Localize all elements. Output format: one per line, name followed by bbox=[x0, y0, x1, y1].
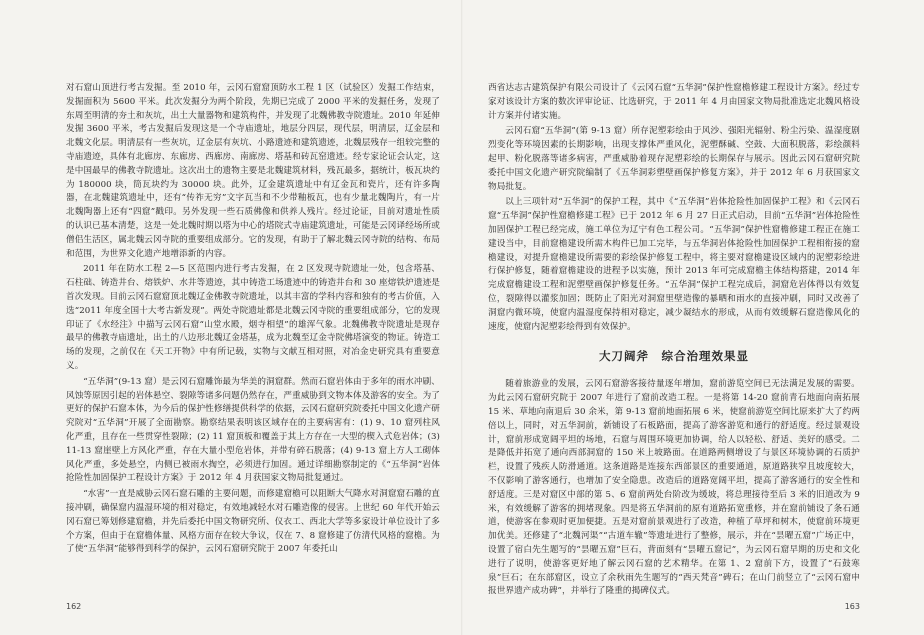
right-paragraph-2: 云冈石窟“五华洞”(第 9-13 窟）所存泥塑彩绘由于风沙、强阳光辐射、粉尘污染、温湿度剧烈变化等环境因素的长期影响，出现支撑体严重风化，泥塑酥碱、空鼓、大面积脱落，彩绘颜料起甲、粉化脱落等诸多病害，严重威胁着现存泥塑彩绘的长期保存与展示。因此云冈石窟研究院委托中国文化遗产研究院编制了《五华洞彩塑壁画保护修复方案》，并于 2012 年 6 月获国家文物局批复。 bbox=[488, 126, 860, 192]
left-paragraph-3: “五华洞”(9-13 窟）是云冈石窟雕饰最为华美的洞窟群。然而石窟岩体由于多年的雨水冲刷、风蚀等原因引起的岩体悬空、裂隙等诸多问题仍然存在，严重威胁到文物本体及游客的安全。为了更好的保护石窟本体，为今后的保护性修缮提供科学的依据，云冈石窟研究院委托中国文化遗产研究院对“五华洞”开展了全面勘察。勘察结果表明该区域存在的主要病害有：(1) 9、10 窟列柱风化严重，且存在一些贯穿性裂隙；(2) 11 窟顶板和覆盖于其上方存在一大型的楔入式危岩体；(3) 11-13 窟崖壁上方风化严重，存在大量小型危岩体，并带有碎石脱落；(4) 9-13 窟上方人工砌体风化严重，多处悬空，内侧已被雨水掏空，必须进行加固。通过详细勘察制定的《“五华洞”岩体抢险性加固保护工程设计方案》于 2012 年 4 月获国家文物局批复通过。 bbox=[66, 376, 440, 484]
left-paragraph-2: 2011 年在防水工程 2—5 区范围内进行考古发掘，在 2 区发现寺院遗址一处，包含塔基、石柱础、铸造井台、熔铁炉、水井等遗迹，其中铸造工场遗迹中的铸造井台和 30 座熔铁炉遗迹是首次发现。目前云冈石窟窟顶北魏辽金佛教寺院遗址，以其丰富的学科内容和独有的考古价值，入选“2011 年度全国十大考古新发现”。两处寺院遗址都是北魏云冈寺院的重要组成部分，它的发现印证了《水经注》中描写云冈石窟“山堂水殿，烟寺相望”的雄浑气象。北魏佛教寺院遗址是现存最早的佛教寺庙遗址，出土的八边形北魏辽金塔基，成为北魏至辽金寺院佛塔演变的物证。铸造工场的发现，之前仅在《天工开物》中有所记载，实物与文献互相对照，对冶金史研究具有重要意义。 bbox=[66, 264, 440, 371]
right-page bbox=[462, 0, 924, 635]
right-paragraph-3: 以上三项针对“五华洞”的保护工程，其中《“五华洞”岩体抢险性加固保护工程》和《云冈石窟“五华洞”保护性窟檐修建工程》已于 2012 年 6 月 27 日正式启动，目前“五华洞”岩体抢险性加固保护工程已经完成，施工单位为辽宁有色工程公司。“五华洞”保护性窟檐修建工程正在施工建设当中，目前窟檐建设所需木构件已加工完毕，与五华洞岩体抢险性加固保护工程相衔接的窟檐建设，对提升窟檐建设所需要的彩绘保护修复工程中，将主要对窟檐建设区域内的泥塑彩绘进行保护修复，随着窟檐建设的进程予以实施，预计 2013 年可完成窟檐主体结构搭建，2014 年完成窟檐建设工程和泥塑壁画保护修复任务。“五华洞”保护工程完成后，洞窟危岩体得以有效复位，裂隙得以灌浆加固；既防止了阳光对洞窟里壁造像的暴晒和雨水的直接冲刷，同时又改善了洞窟内微环境，使窟内温湿度保持相对稳定，减少凝结水的形成，从而有效缓解石窟造像风化的速度，使窟内泥塑彩绘得到有效保护。 bbox=[488, 197, 860, 332]
right-paragraph-4: 随着旅游业的发展，云冈石窟游客接待量逐年增加，窟前游览空间已无法满足发展的需要。为此云冈石窟研究院于 2007 年进行了窟前改造工程。一是将第 14-20 窟前青石地面向南拓展 15 米、草地向南退后 30 余米，第 9-13 窟前地面拓展 6 米，使窟前游览空间比原来扩大了约两倍以上，同时，对五华洞前，新铺设了石板路面，提高了游客游览和通行的舒适度。经过景观设计，窟前形成宽阔平坦的场地，石窟与周围环境更加协调，给人以轻松、舒适、美好的感受。二是降低并拓宽了通向西部洞窟的 150 米上坡路面。在道路两侧增设了与景区环境协调的石质护栏，设置了残疾人防滑通道。这条道路是连接东西部景区的重要通道，原道路狭窄且坡度较大，不仅影响了游客通行，也增加了安全隐患。改造后的道路宽阔平坦，提高了游客通行的安全性和舒适度。三是对窟区中部的第 5、6 窟前两处台阶改为缓坡，将总理接待至后 3 米的旧道改为 9 米，有效缓解了游客的拥堵现象。四是将五华洞前的原有道路拓宽重修，并在窟前铺设了条石通道，使游客在参观时更加便捷。五是对窟前景观进行了改造，种植了草坪和树木，使窟前环境更加优美。还修建了“北魏河渠”“古道车辙”等遗址进行了整修，展示，并在“昙曜五窟”广场正中，设置了宿白先生题写的“昙曜五窟”巨石，背面刻有“昙曜五窟记”，为云冈石窟早期的历史和文化进行了说明，使游客更好地了解云冈石窟的艺术精华。在第 1、2 窟前下方，设置了“石鼓寒泉”巨石；在东部窟区，设立了余秋雨先生题写的“西天梵音”碑石；在山门前竖立了“云冈石窟申报世界遗产成功碑”，并举行了隆重的揭碑仪式。 bbox=[488, 379, 860, 597]
right-page-number: 163 bbox=[844, 602, 860, 611]
section-heading: 大刀阔斧 综合治理效果显 bbox=[599, 349, 749, 364]
left-page-number: 162 bbox=[66, 602, 82, 611]
right-paragraph-1: 西省达志古建筑保护有限公司设计了《云冈石窟“五华洞”保护性窟檐修建工程设计方案》。经过专家对该设计方案的数次评审论证、比选研究，于 2011 年 4 月由国家文物局批准选定北魏风格设计方案并付诸实施。 bbox=[488, 83, 860, 121]
left-paragraph-1: 对石窟山顶进行考古发掘。至 2010 年，云冈石窟窟顶防水工程 1 区（试验区）发掘工作结束，发掘面积为 5600 平米。此次发掘分为两个阶段，先期已完成了 2000 平米的发掘任务，发现了东周至明清的夯土和灰坑，出土大量器物和建筑构件，并发现了北魏佛教寺院遗址。2010 年延伸发掘 3600 平米，考古发掘后发现这是一个寺庙遗址，地层分四层，现代层，明清层，辽金层和北魏文化层。明清层有一些灰坑，辽金层有灰坑、小路遗迹和建筑遗迹，北魏层残存一组较完整的寺庙遗迹，具体有北廊房、东廊房、西廊房、南廊房、塔基和砖瓦窑遗迹。经专家论证会认定，这是中国最早的佛教寺院遗址。这次出土的遗物主要是北魏建筑材料，残瓦最多，据统计，板瓦块约为 180000 块，筒瓦块约为 30000 块。此外，辽金建筑遗址中有辽金瓦和瓷片，还有许多陶器，在北魏建筑遗址中，还有“传祚无穷”文字瓦当和不少带釉板瓦，也有少量北魏陶片，有一片北魏陶器上还有“四窟”戳印。另外发现一些石质佛像和供养人残片。经过论证，目前对遗址性质的认识已基本清楚，这是一处北魏时期以塔为中心的塔院式寺庙建筑遗址，可能是云冈译经场所或僧侣生活区，属北魏云冈寺院的重要组成部分。它的发现，有助于了解北魏云冈寺院的结构、布局和范围，为世界文化遗产地增添新的内容。 bbox=[66, 83, 440, 259]
left-paragraph-4: “水害”一直是威胁云冈石窟石雕的主要问题，而修建窟檐可以阻断大气降水对洞窟窟石雕的直接冲刷，确保窟内温湿环境的相对稳定，有效地减轻水对石雕造像的侵害。上世纪 60 年代开始云冈石窟已筹划修建窟檐，并先后委托中国文物研究所、仪衣工、西北大学等多家设计单位设计了多个方案，但由于在窟檐体量、风格方面存在较大争议，仅在 7、8 窟修建了仿清代风格的窟檐。为了使“五华洞”能够得到科学的保护，云冈石窟研究院于 2007 年委托山 bbox=[66, 489, 440, 555]
